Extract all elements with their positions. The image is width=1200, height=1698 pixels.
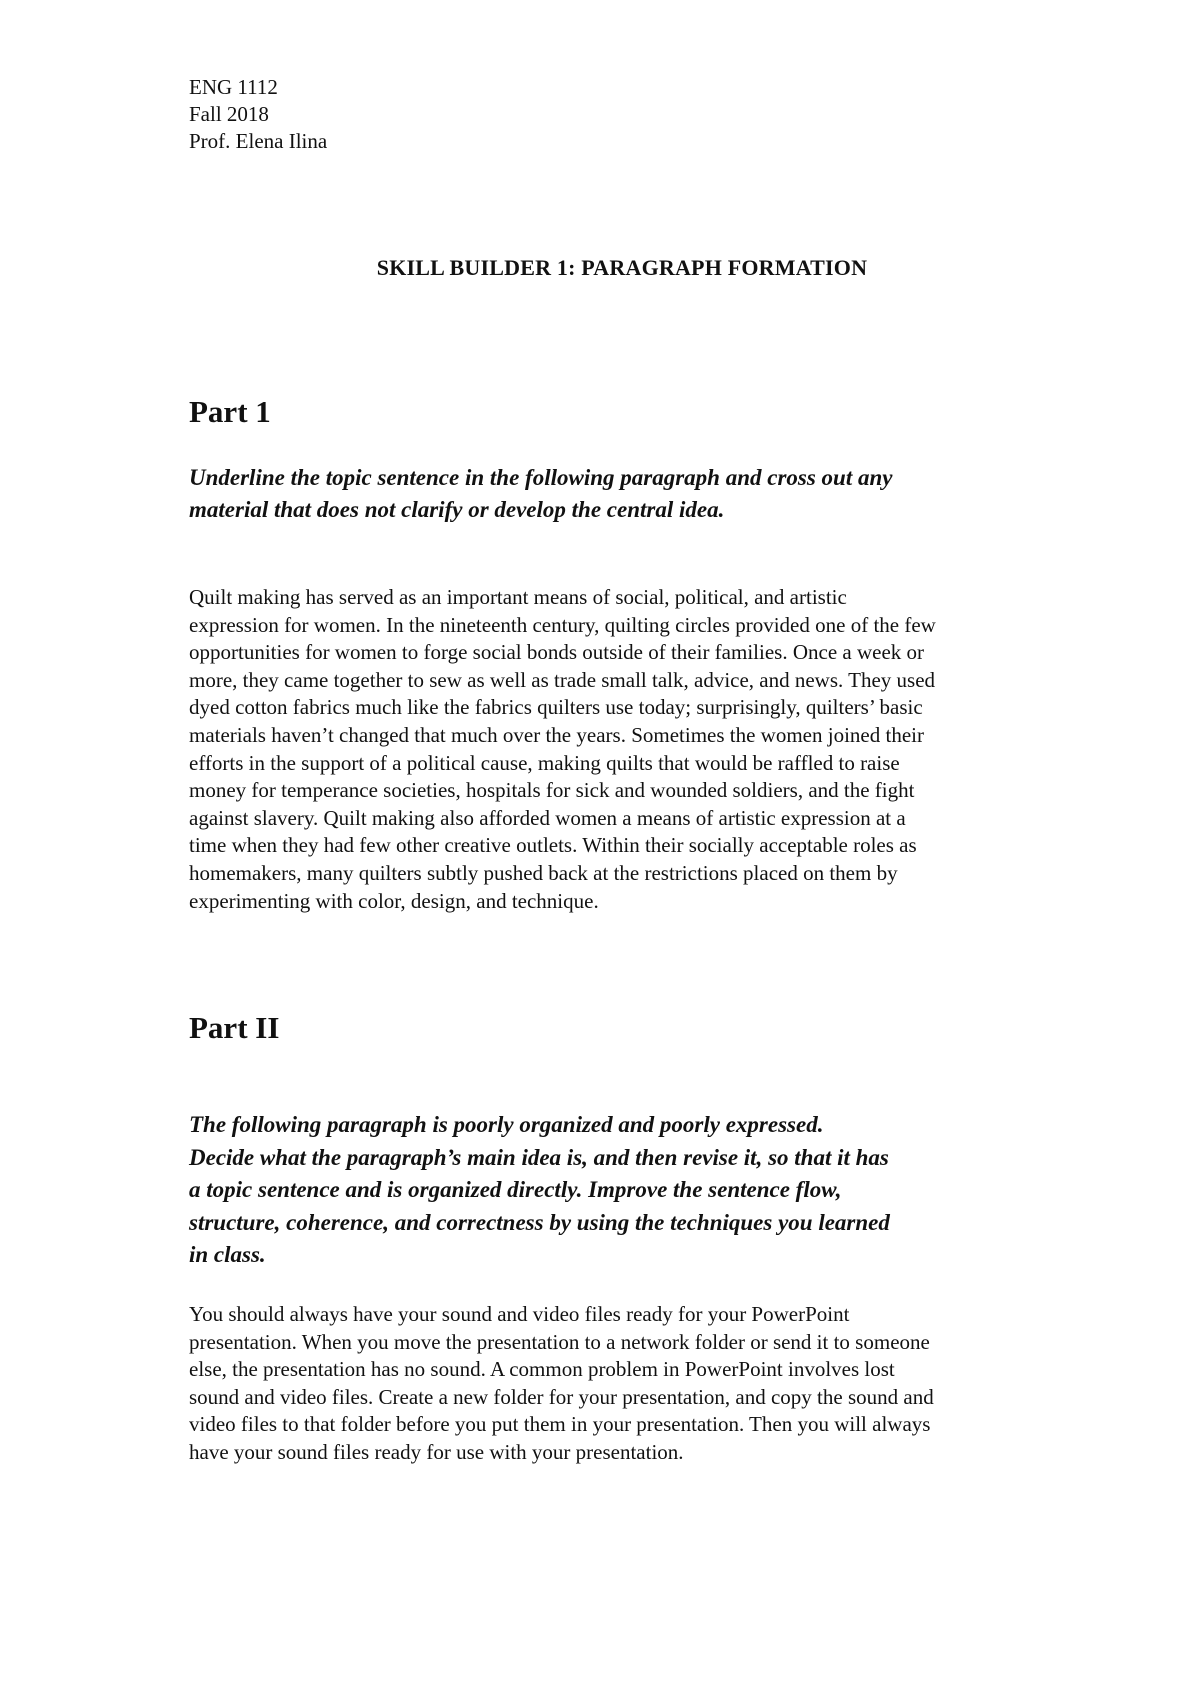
paragraph-line: else, the presentation has no sound. A common problem in PowerPoint involves lost xyxy=(189,1357,895,1382)
course-code: ENG 1112 xyxy=(189,75,278,99)
paragraph-line: expression for women. In the nineteenth century, quilting circles provided one of the few xyxy=(189,612,936,637)
paragraph-line: sound and video files. Create a new folder for your presentation, and copy the sound and xyxy=(189,1384,934,1409)
part-2-instruction xyxy=(189,1109,1069,1272)
paragraph-line: efforts in the support of a political cause, making quilts that would be raffled to raise xyxy=(189,750,900,775)
paragraph-line: homemakers, many quilters subtly pushed back at the restrictions placed on them by xyxy=(189,860,898,885)
part-1-paragraph xyxy=(189,584,1089,915)
paragraph-line: money for temperance societies, hospitals for sick and wounded soldiers, and the fight xyxy=(189,778,915,803)
instruction-line: material that does not clarify or develop the central idea. xyxy=(189,497,725,522)
document-title: SKILL BUILDER 1: PARAGRAPH FORMATION xyxy=(376,255,868,280)
paragraph-line: video files to that folder before you put them in your presentation. Then you will always xyxy=(189,1412,931,1437)
part-1-heading: Part 1 xyxy=(189,394,271,429)
part-2-paragraph xyxy=(189,1301,1089,1467)
paragraph-line: You should always have your sound and video files ready for your PowerPoint xyxy=(189,1302,850,1326)
paragraph-line: materials haven’t changed that much over the years. Sometimes the women joined their xyxy=(189,722,924,747)
part-1-instruction xyxy=(189,462,1069,526)
paragraph-line: time when they had few other creative outlets. Within their socially acceptable roles as xyxy=(189,833,917,858)
instructor-name: Prof. Elena Ilina xyxy=(189,129,328,153)
paragraph-line: experimenting with color, design, and technique. xyxy=(189,888,599,913)
instruction-line: in class. xyxy=(189,1242,266,1267)
paragraph-line: Quilt making has served as an important means of social, political, and artistic xyxy=(189,585,847,609)
instruction-line: Underline the topic sentence in the following paragraph and cross out any xyxy=(189,465,893,490)
instruction-line: structure, coherence, and correctness by using the techniques you learned xyxy=(189,1209,890,1235)
paragraph-line: dyed cotton fabrics much like the fabrics quilters use today; surprisingly, quilters’ basic xyxy=(189,695,923,720)
paragraph-line: presentation. When you move the presentation to a network folder or send it to someone xyxy=(189,1329,930,1354)
instruction-line: a topic sentence and is organized directly. Improve the sentence flow, xyxy=(189,1177,842,1202)
instruction-line: Decide what the paragraph’s main idea is, and then revise it, so that it has xyxy=(189,1144,889,1170)
part-2-heading: Part II xyxy=(189,1010,280,1045)
document-header xyxy=(189,74,327,155)
paragraph-line: opportunities for women to forge social bonds outside of their families. Once a week or xyxy=(189,640,925,665)
paragraph-line: have your sound files ready for use with your presentation. xyxy=(189,1439,684,1464)
term: Fall 2018 xyxy=(189,102,269,126)
paragraph-line: against slavery. Quilt making also afforded women a means of artistic expression at a xyxy=(189,805,906,830)
instruction-line: The following paragraph is poorly organized and poorly expressed. xyxy=(189,1112,824,1137)
paragraph-line: more, they came together to sew as well as trade small talk, advice, and news. They used xyxy=(189,667,936,692)
